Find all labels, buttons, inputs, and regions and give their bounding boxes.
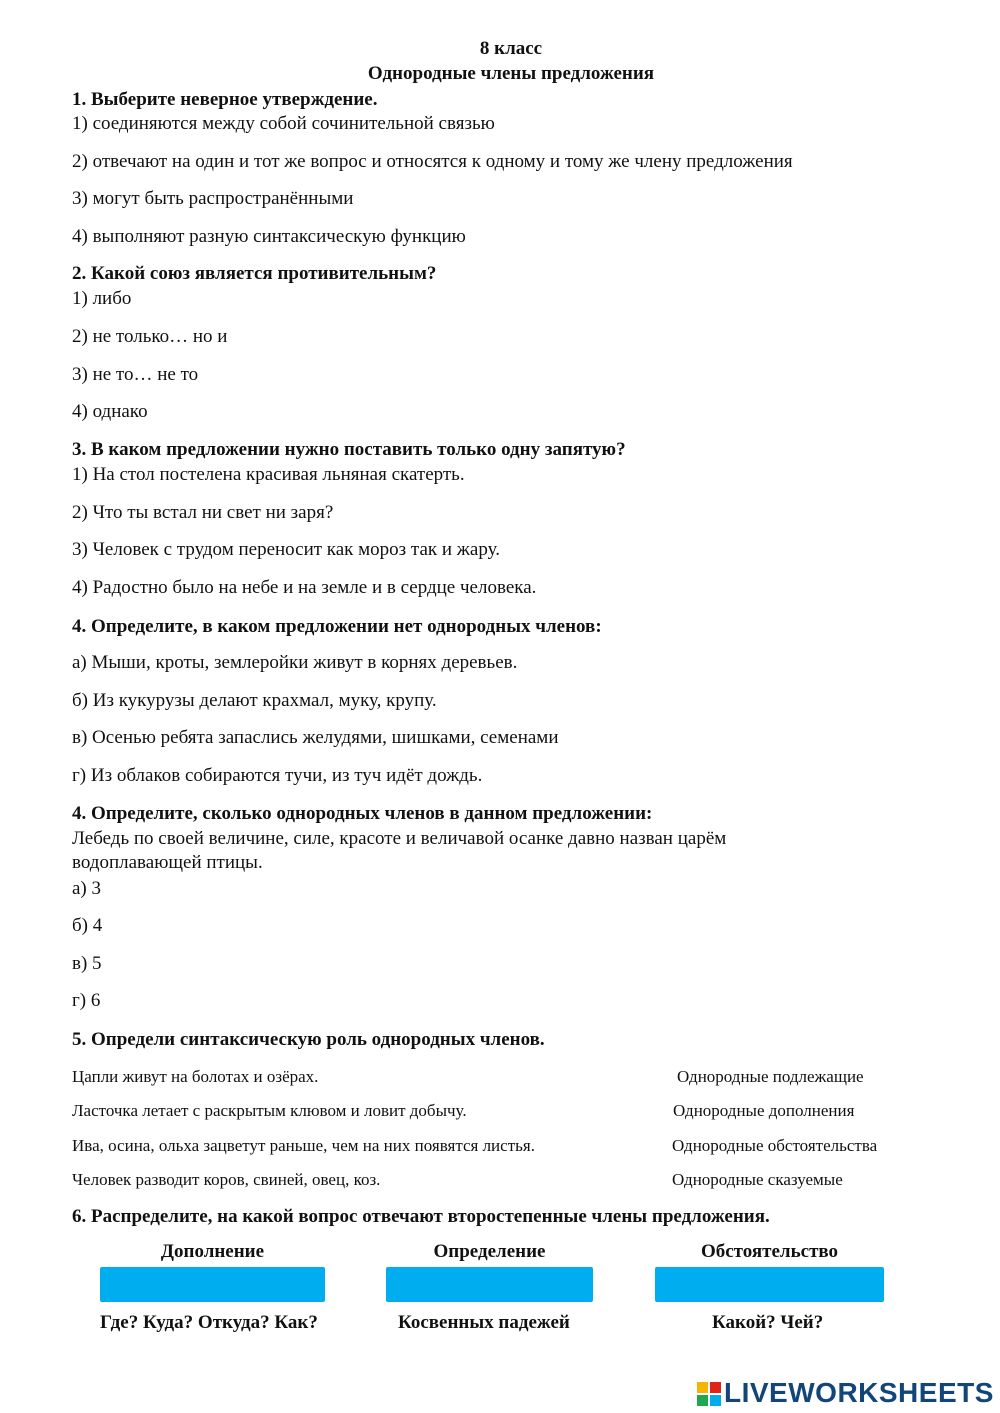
- question-1-title: 1. Выберите неверное утверждение.: [72, 89, 378, 110]
- question-4a-option-g[interactable]: г) Из облаков собираются тучи, из туч идёт дождь.: [72, 765, 483, 786]
- question-4a-option-v[interactable]: в) Осенью ребята запаслись желудями, шишками, семенами: [72, 727, 559, 748]
- question-1-option-1[interactable]: 1) соединяются между собой сочинительной связью: [72, 113, 495, 134]
- question-1-option-3[interactable]: 3) могут быть распространёнными: [72, 188, 354, 209]
- category-label-obstoyatelstvo: Обстоятельство: [700, 1241, 839, 1262]
- question-4b-option-a[interactable]: а) 3: [72, 878, 102, 899]
- question-2-number: 2: [72, 263, 82, 284]
- liveworksheets-wordmark: LIVEWORKSHEETS: [724, 1377, 994, 1408]
- drop-zone-opredelenie[interactable]: [386, 1267, 593, 1302]
- question-3-option-1[interactable]: 1) На стол постелена красивая льняная скатерть.: [72, 464, 465, 485]
- drop-zone-obstoyatelstvo[interactable]: [655, 1267, 884, 1302]
- question-5-sentence-4[interactable]: Человек разводит коров, свиней, овец, коз.: [72, 1170, 381, 1189]
- grade-heading: 8 класс: [479, 38, 543, 59]
- question-5-role-2[interactable]: Однородные дополнения: [673, 1101, 855, 1120]
- question-2-option-2[interactable]: 2) не только… но и: [72, 326, 228, 347]
- question-4b-sentence-line-2: водоплавающей птицы.: [72, 852, 263, 873]
- question-5-role-3[interactable]: Однородные обстоятельства: [672, 1136, 878, 1155]
- answer-card-1[interactable]: Где? Куда? Откуда? Как?: [100, 1312, 318, 1333]
- question-2-text: . Какой союз является противительным?: [81, 263, 437, 284]
- question-4b-option-b[interactable]: б) 4: [72, 915, 103, 936]
- question-5-role-4[interactable]: Однородные сказуемые: [672, 1170, 843, 1189]
- question-5-title: 5. Определи синтаксическую роль однородных членов.: [72, 1029, 545, 1050]
- question-3-option-3[interactable]: 3) Человек с трудом переносит как мороз так и жару.: [72, 539, 500, 560]
- question-4b-option-g[interactable]: г) 6: [72, 990, 101, 1011]
- question-5-sentence-2[interactable]: Ласточка летает с раскрытым клювом и ловит добычу.: [72, 1101, 467, 1120]
- question-3-title: 3. В каком предложении нужно поставить только одну запятую?: [72, 439, 626, 460]
- answer-card-2[interactable]: Косвенных падежей: [398, 1312, 570, 1333]
- question-1-option-2[interactable]: 2) отвечают на один и тот же вопрос и относятся к одному и тому же члену предложения: [72, 151, 793, 172]
- question-5-sentence-1[interactable]: Цапли живут на болотах и озёрах.: [72, 1067, 319, 1086]
- category-label-dopolnenie: Дополнение: [160, 1241, 265, 1262]
- question-4a-option-b[interactable]: б) Из кукурузы делают крахмал, муку, крупу.: [72, 690, 437, 711]
- question-3-option-4[interactable]: 4) Радостно было на небе и на земле и в сердце человека.: [72, 577, 537, 598]
- liveworksheets-icon: [697, 1382, 721, 1406]
- drop-zone-dopolnenie[interactable]: [100, 1267, 325, 1302]
- answer-card-3[interactable]: Какой? Чей?: [712, 1312, 824, 1333]
- question-3-option-2[interactable]: 2) Что ты встал ни свет ни заря?: [72, 502, 334, 523]
- page-title: Однородные члены предложения: [367, 63, 655, 84]
- question-2-option-1[interactable]: 1) либо: [72, 288, 132, 309]
- question-4a-option-a[interactable]: а) Мыши, кроты, землеройки живут в корнях деревьев.: [72, 652, 518, 673]
- question-4b-option-v[interactable]: в) 5: [72, 953, 102, 974]
- question-5-sentence-3[interactable]: Ива, осина, ольха зацветут раньше, чем на них появятся листья.: [72, 1136, 535, 1155]
- question-2-option-3[interactable]: 3) не то… не то: [72, 364, 199, 385]
- question-4a-title: 4. Определите, в каком предложении нет однородных членов:: [72, 616, 602, 637]
- question-2-option-4[interactable]: 4) однако: [72, 401, 148, 422]
- category-label-opredelenie: Определение: [433, 1241, 546, 1262]
- question-6-title: 6. Распределите, на какой вопрос отвечают второстепенные члены предложения.: [72, 1206, 770, 1227]
- question-4b-title: 4. Определите, сколько однородных членов в данном предложении:: [72, 803, 653, 824]
- question-2-title: [72, 263, 436, 285]
- question-4b-sentence-line-1: Лебедь по своей величине, силе, красоте и величавой осанке давно назван царём: [72, 828, 727, 849]
- question-5-role-1[interactable]: Однородные подлежащие: [677, 1067, 864, 1086]
- question-1-option-4[interactable]: 4) выполняют разную синтаксическую функцию: [72, 226, 466, 247]
